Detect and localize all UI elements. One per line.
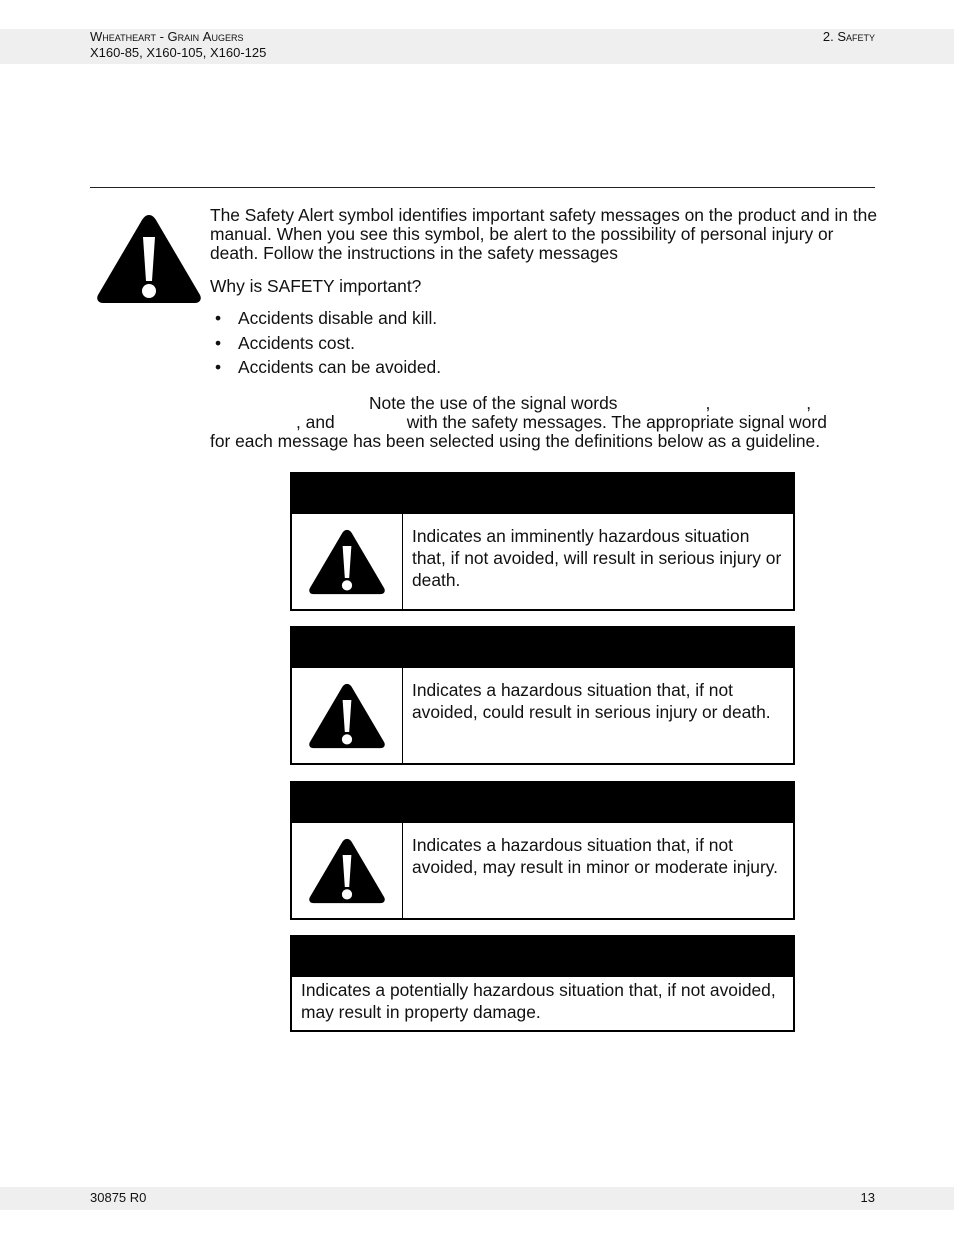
list-item: • Accidents cost.	[215, 332, 355, 353]
safety-alert-icon	[94, 211, 204, 307]
danger-message-box	[290, 472, 795, 611]
safety-alert-icon	[306, 527, 388, 597]
safety-alert-icon	[306, 836, 388, 906]
signal-word-bar	[292, 628, 793, 666]
caution-message-box	[290, 781, 795, 920]
signal-word-bar	[292, 783, 793, 821]
footer-doc-number: 30875 R0	[90, 1190, 147, 1205]
intro-paragraph: The Safety Alert symbol identifies important safety messages on the product and in the manual. When you see this symbol, be alert to the possibility of personal injury or death. Follow the instructions in the safety messages	[210, 205, 878, 263]
header-section: 2. Safety	[822, 29, 875, 44]
safety-alert-icon	[306, 681, 388, 751]
notice-message-box	[290, 935, 795, 1032]
warning-message-box	[290, 626, 795, 765]
list-item: • Accidents can be avoided.	[215, 357, 442, 377]
section-divider	[90, 187, 875, 188]
notice-definition: Indicates a potentially hazardous situation that, if not avoided, may result in property damage.	[301, 980, 776, 1022]
why-safety-question: Why is SAFETY important?	[210, 276, 422, 296]
signal-word-bar	[292, 937, 793, 975]
danger-definition: Indicates an imminently hazardous situation that, if not avoided, will result in serious injury or death.	[412, 526, 782, 590]
header-title: Wheatheart - Grain Augers X160-85, X160-105, X160-125	[90, 29, 267, 60]
signal-words-note: Note the use of the signal words , , , and with the safety messages. The appropriate signal word for each message has been selected using the definitions below as a guideline.	[210, 393, 827, 451]
list-item: • Accidents disable and kill.	[215, 308, 438, 328]
footer-page-number: 13	[860, 1190, 875, 1205]
caution-definition: Indicates a hazardous situation that, if not avoided, may result in minor or moderate injury.	[412, 835, 779, 877]
bullet-list	[215, 308, 441, 382]
signal-word-bar	[292, 474, 793, 512]
warning-definition: Indicates a hazardous situation that, if not avoided, could result in serious injury or death.	[412, 680, 771, 722]
header-models: X160-85, X160-105, X160-125	[90, 45, 267, 60]
